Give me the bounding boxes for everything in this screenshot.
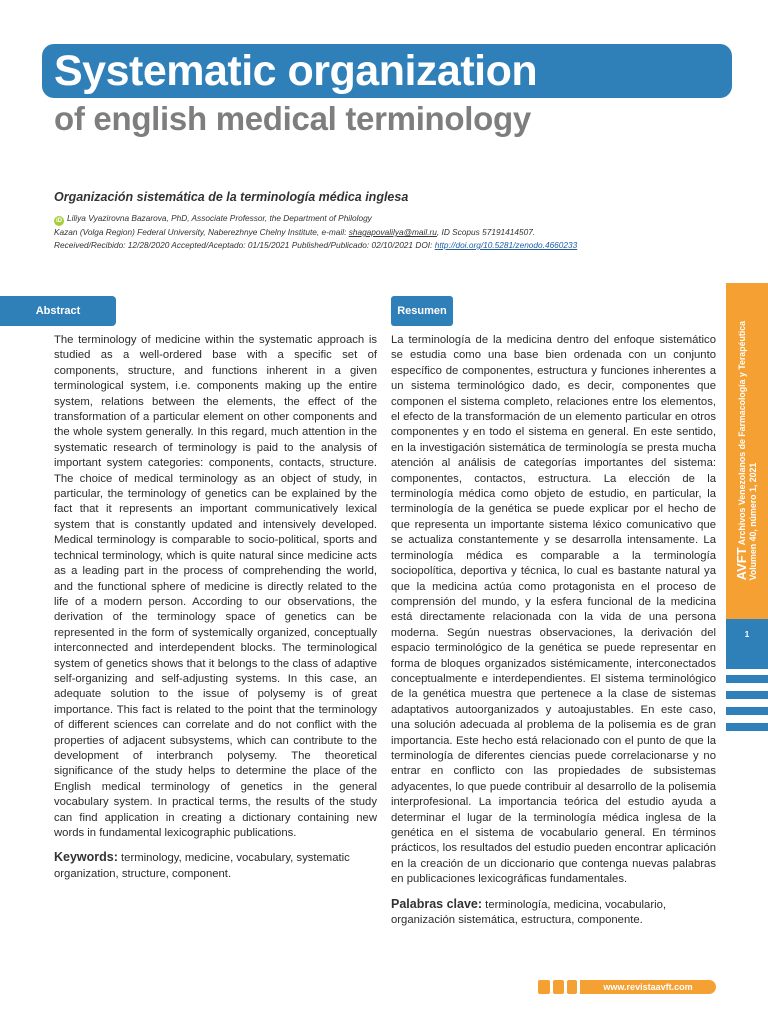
scopus-id: , ID Scopus 57191414507. [436,227,536,237]
abstract-heading: Abstract [0,296,116,326]
article-metadata [54,212,577,252]
author-text: Liliya Vyazirovna Bazarova, PhD, Associate Professor, the Department of Philology [67,213,372,223]
palabras-clave-list: terminología, medicina, vocabulario, organización sistemática, estructura, componente. [391,898,667,927]
keywords-list: terminology, medicine, vocabulary, systematic organization, structure, component. [54,852,350,880]
dates-line [54,239,577,252]
article-title: Systematic organization [54,47,538,95]
keywords-label: Keywords: [54,850,118,865]
journal-short-name: AVFT [733,547,749,581]
footer-dash [538,980,550,994]
journal-full-name: Archivos Venezolanos de Farmacología y Terapéutica [736,321,747,548]
page-number-block [726,619,768,669]
author-line [54,212,577,226]
article-subtitle: of english medical terminology [54,100,531,137]
palabras-clave-paragraph [391,897,716,929]
palabras-clave-label: Palabras clave: [391,896,483,911]
journal-volume: Volumen 40, número 1, 2021 [747,463,758,581]
sidebar-stripe [726,691,768,699]
abstract-body: The terminology of medicine within the systematic approach is studied as a well-ordered base with a specific set of components, structure, and functions inherent in a given terminological system, i.e. components making up the entire system, relations between the elements, the effect of the transformation of a particular element on other components and the whole system generally. In this regard, much attention in the systematic research of terminology is paid to the analysis of important system categories: components, contacts, structure. The choice of medical terminology as an object of study, in particular, the terminology of genetics can be explained by the fact that it represents an important communicatively lexical system that is constantly updated and intensively developed. Medical terminology is comparable to socio-political, sports and technical terminology, which is quite natural since medicine acts as a leading part in the process of comprehending the world, and the functional sphere of medicine is directly related to the life of a modern person. According to our observations, the derivation of the terminology space of genetics can be represented in the form of systemically organized, conceptually interconnected and interdependent blocks. The terminological system of genetics shows that it belongs to the class of adaptive self-organizing and self-adjusting systems. In this case, an adequate solution to the issue of polysemy is of great importance. This fact is related to the point that the terminology of different sciences can correlate and do not conflict with the properties of adjacent subsystems, which can contribute to the development of interbranch polysemy. The theoretical significance of the study helps to determine the place of the English medical terminology of genetics in the general vocabulary system. In practical terms, the results of the study can find application in creating a dictionary containing new words in fundamental lexicographic publications. [54,334,377,839]
sidebar-stripe [726,707,768,715]
sidebar-stripe [726,723,768,731]
resumen-heading: Resumen [391,296,453,326]
affiliation-text: Kazan (Volga Region) Federal University, Naberezhnye Chelny Institute, e-mail: [54,227,349,237]
orcid-icon[interactable]: iD [56,218,62,224]
journal-website-link[interactable]: www.revistaavft.com [580,980,716,994]
resumen-body: La terminología de la medicina dentro del enfoque sistemático se estudia como una base bien ordenada con un conjunto específico de componentes, estructura y funciones inherentes a un sistema terminológico dado, es decir, componentes que componen el sistema completo, relaciones entre los elementos, el efecto de la transformación de un elemento particular en otros componentes y en todo el sistema en general. En este sentido, en la investigación sistemática de terminología se presta mucha atención al análisis de categorías importantes del sistema: componentes, contactos, estructura. La elección de la terminología médica como objeto de estudio, en particular, la terminología de la genética se puede explicar por el hecho de que representa un importante sistema léxico comunicativo que se actualiza constantemente y se desarrolla intensamente. La terminología médica es comparable a la terminología sociopolítica, deportiva y técnica, lo cual es bastante natural ya que la medicina actúa como protagonista en el proceso de comprensión del mundo, y la esfera funcional de la medicina está directamente relacionada con la vida de una persona moderna. Según nuestras observaciones, la derivación del espacio terminológico de la genética se puede representar en forma de bloques organizados sistémicamente, interconectados conceptualmente e interdependientes. El sistema terminológico de la genética muestra que pertenece a la clase de sistemas adaptativos autoorganizados y autoajustables. En este caso, una solución adecuada al problema de la polisemia es de gran importancia. Este hecho está relacionado con el punto de que la terminología de diferentes ciencias puede correlacionarse y no entrar en conflicto con las propiedades de subsistemas adyacentes, lo que puede contribuir al desarrollo de la polisemia interprofesional. La importancia teórica del estudio ayuda a determinar el lugar de la terminología médica inglesa de la genética en el sistema de vocabulario general. En términos prácticos, los resultados del estudio pueden encontrar aplicación en la creación de un diccionario que contenga nuevas palabras en publicaciones lexicográficas fundamentales. [391,334,716,886]
abstract-column [54,333,377,882]
publication-dates: Received/Recibido: 12/28/2020 Accepted/Aceptado: 01/15/2021 Published/Publicado: 02/10/2021 DOI: [54,240,435,250]
page-number: 1 [744,630,750,639]
sidebar-stripe [726,675,768,683]
footer-dash [553,980,564,994]
keywords-paragraph [54,850,377,882]
resumen-column [391,333,716,928]
doi-link[interactable]: http://doi.org/10.5281/zenodo.4660233 [434,240,578,250]
affiliation-line [54,226,577,239]
author-email-link[interactable]: shagapovalilya@mail.ru [348,227,437,237]
footer-dash [567,980,577,994]
journal-sidebar-text [726,283,768,619]
spanish-title: Organización sistemática de la terminología médica inglesa [54,190,409,204]
journal-name-line [733,321,749,581]
